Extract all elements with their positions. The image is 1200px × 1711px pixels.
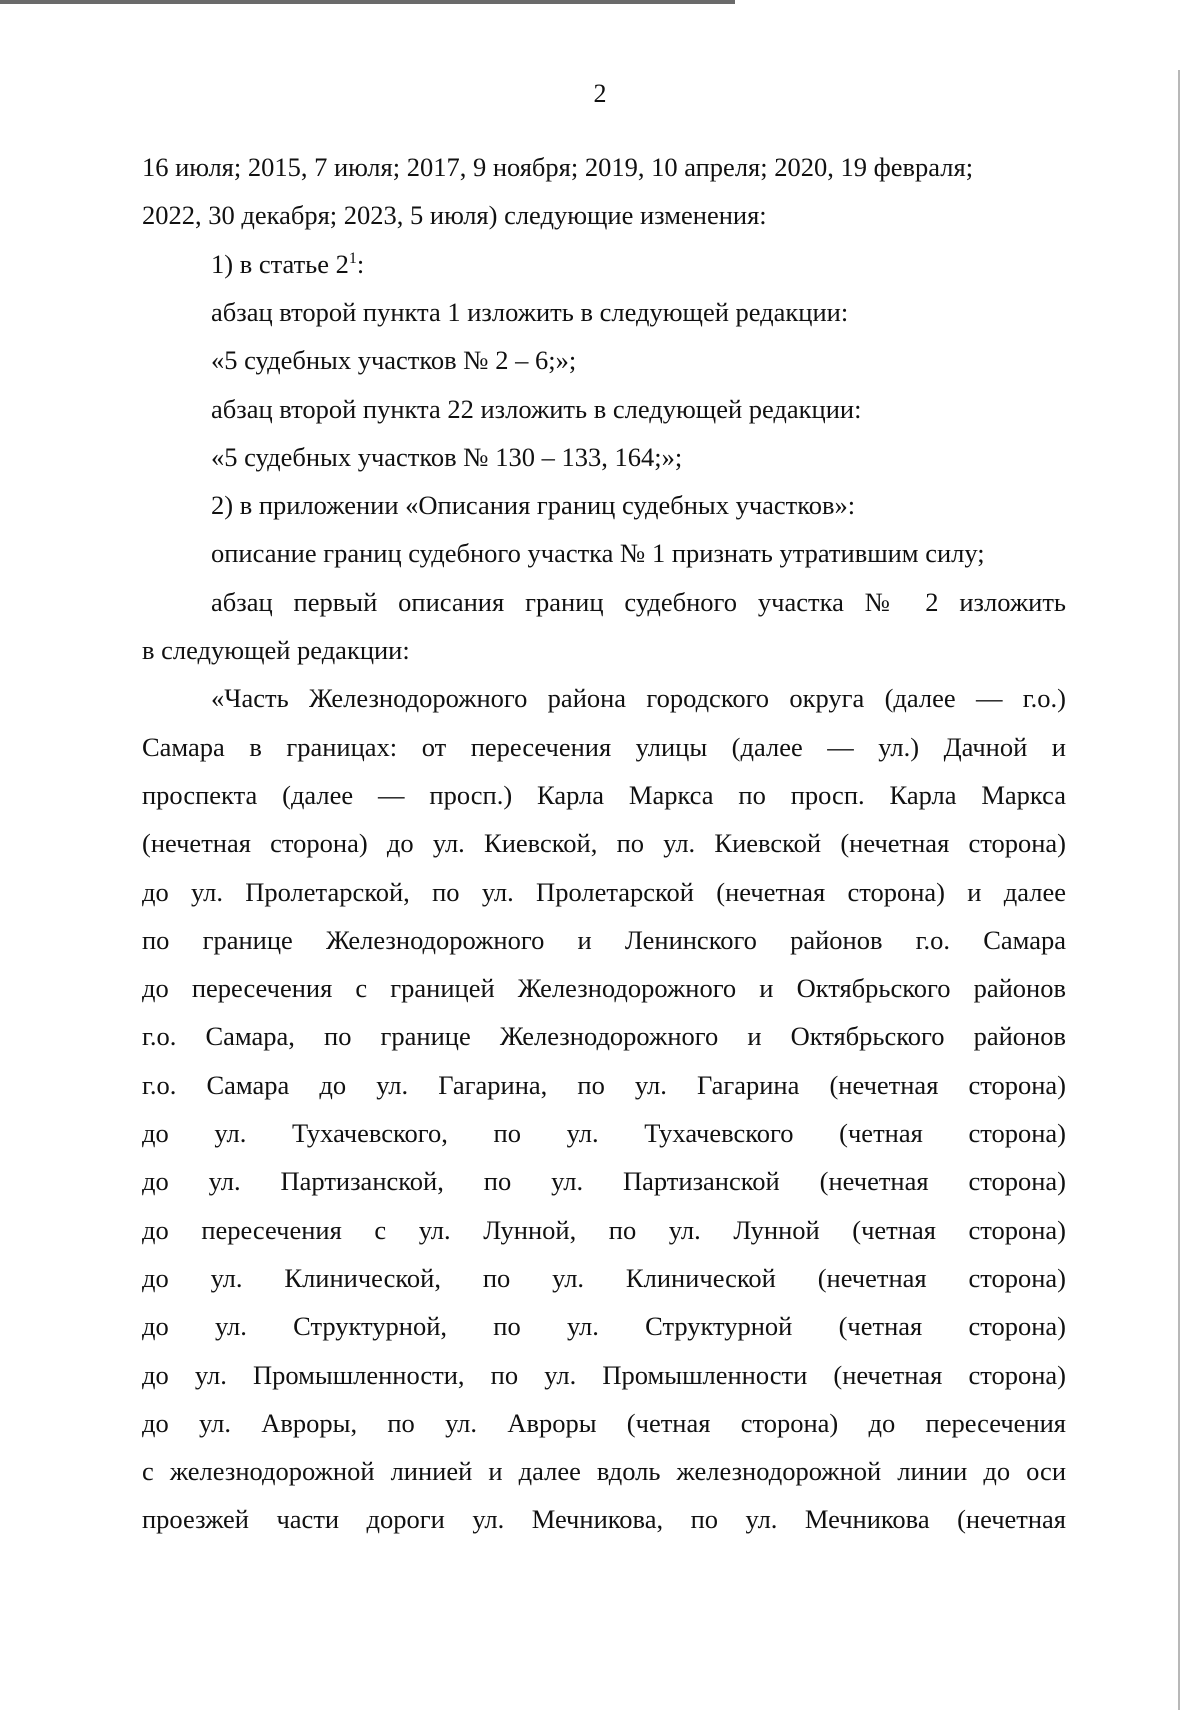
text-line: до ул. Клинической, по ул. Клинической (нечетная сторона): [142, 1263, 1066, 1293]
page-number: 2: [593, 79, 607, 108]
scan-top-edge: [0, 0, 735, 4]
text-line: проспекта (далее — просп.) Карла Маркса по просп. Карла Маркса: [142, 780, 1066, 810]
text-line: с железнодорожной линией и далее вдоль железнодорожной линии до оси: [142, 1456, 1066, 1486]
text-line: описание границ судебного участка № 1 признать утратившим силу;: [211, 538, 985, 568]
text-line: проезжей части дороги ул. Мечникова, по ул. Мечникова (нечетная: [142, 1504, 1066, 1534]
text-line: до ул. Авроры, по ул. Авроры (четная сторона) до пересечения: [142, 1408, 1066, 1438]
text-line: Самара в границах: от пересечения улицы (далее — ул.) Дачной и: [142, 732, 1066, 762]
text-line: до ул. Пролетарской, по ул. Пролетарской (нечетная сторона) и далее: [142, 877, 1066, 907]
text-line: до пересечения с границей Железнодорожного и Октябрьского районов: [142, 973, 1066, 1003]
text-line: абзац второй пункта 1 изложить в следующей редакции:: [211, 297, 849, 327]
text-line: до пересечения с ул. Лунной, по ул. Лунной (четная сторона): [142, 1215, 1066, 1245]
scan-right-edge: [1178, 70, 1180, 1710]
text-line: по границе Железнодорожного и Ленинского районов г.о. Самара: [142, 925, 1066, 955]
text-line: до ул. Структурной, по ул. Структурной (четная сторона): [142, 1311, 1066, 1341]
text-line: г.о. Самара, по границе Железнодорожного и Октябрьского районов: [142, 1021, 1066, 1051]
text-line: абзац первый описания границ судебного участка № 2 изложить: [211, 587, 1066, 617]
quote-line: «Часть Железнодорожного района городского округа (далее — г.о.): [211, 683, 1066, 713]
text-line: г.о. Самара до ул. Гагарина, по ул. Гагарина (нечетная сторона): [142, 1070, 1066, 1100]
text-line: до ул. Промышленности, по ул. Промышленности (нечетная сторона): [142, 1360, 1066, 1390]
text-line: до ул. Тухачевского, по ул. Тухачевского (четная сторона): [142, 1118, 1066, 1148]
article-item-1: [142, 244, 1066, 284]
article-superscript: 1: [348, 250, 357, 267]
text-line: до ул. Партизанской, по ул. Партизанской (нечетная сторона): [142, 1166, 1066, 1196]
article-item-2: 2) в приложении «Описания границ судебных участков»:: [211, 490, 856, 520]
text-line: абзац второй пункта 22 изложить в следующей редакции:: [211, 394, 862, 424]
text-line: 2022, 30 декабря; 2023, 5 июля) следующие изменения:: [142, 200, 767, 230]
text-line: в следующей редакции:: [142, 635, 410, 665]
quote-line: «5 судебных участков № 2 – 6;»;: [211, 345, 577, 375]
quote-line: «5 судебных участков № 130 – 133, 164;»;: [211, 442, 683, 472]
article-item-1-text: 1) в статье 2: [211, 249, 349, 279]
text-line: 16 июля; 2015, 7 июля; 2017, 9 ноября; 2019, 10 апреля; 2020, 19 февраля;: [142, 152, 974, 182]
text-line: (нечетная сторона) до ул. Киевской, по ул. Киевской (нечетная сторона): [142, 828, 1066, 858]
article-item-1-colon: :: [356, 249, 365, 279]
